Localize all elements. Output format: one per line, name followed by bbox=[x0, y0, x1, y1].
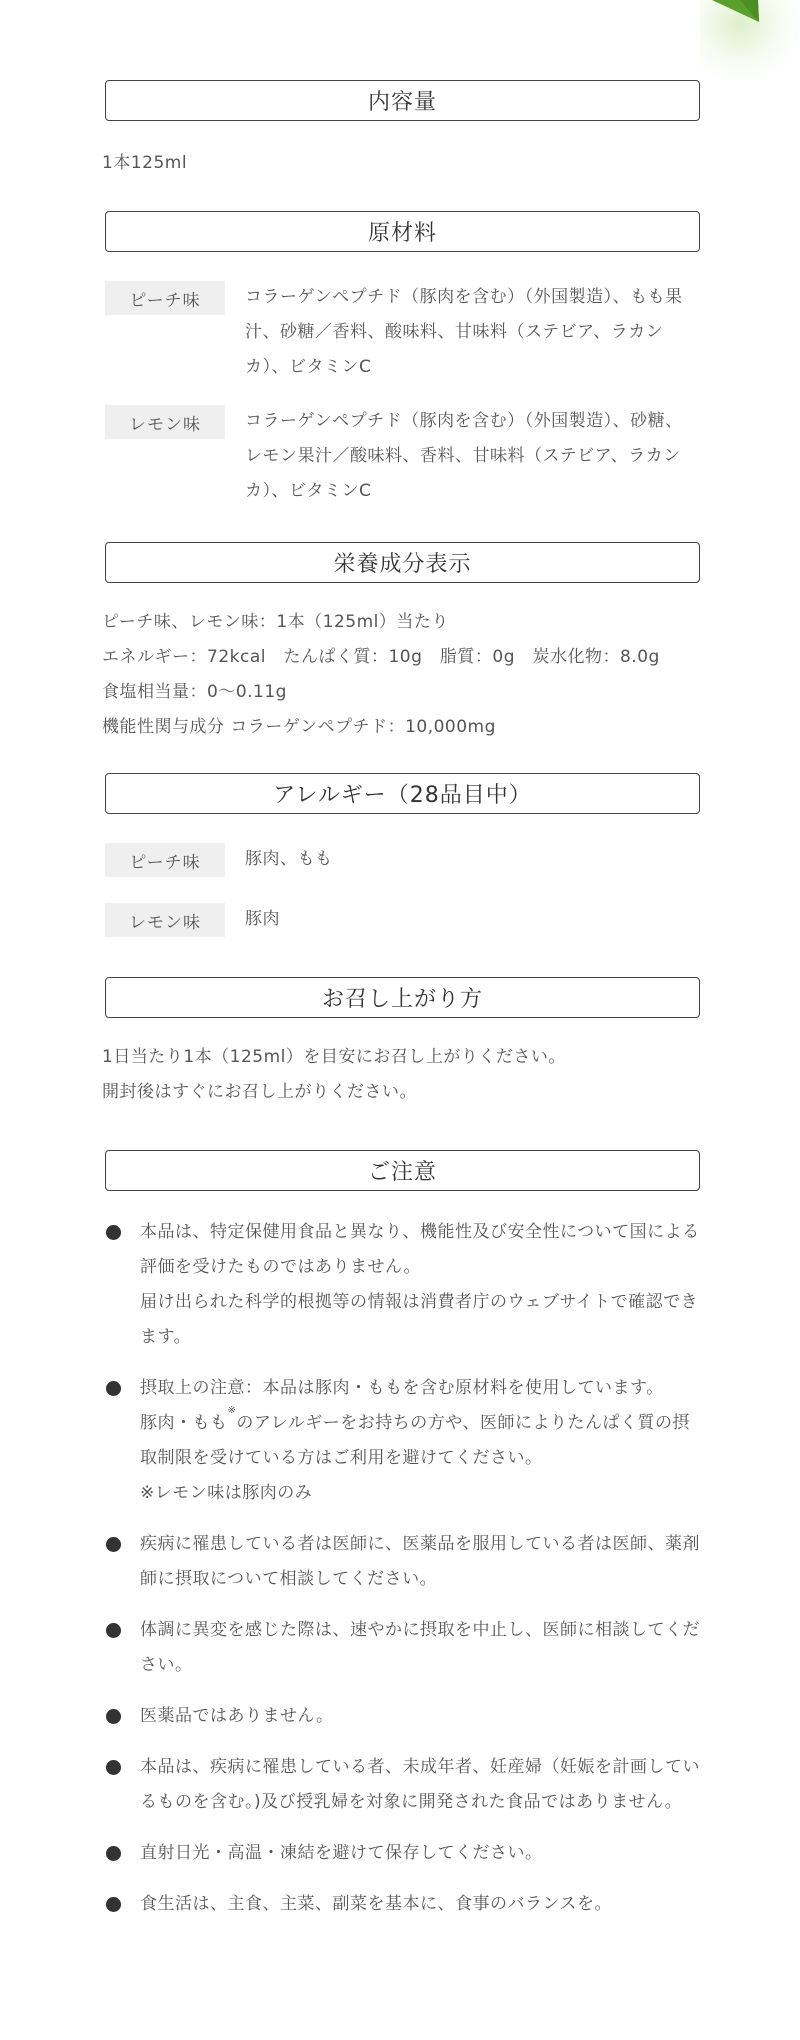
caution-text bbox=[140, 1406, 700, 1476]
caution-item bbox=[105, 1215, 700, 1355]
decorative-leaf bbox=[680, 0, 800, 90]
section-header-howto bbox=[105, 977, 700, 1018]
section-title: アレルギー（28品目中） bbox=[273, 783, 532, 808]
howto-line: 1日当たり1本（125ml）を目安にお召し上がりください。 bbox=[102, 1047, 566, 1067]
section-title: 原材料 bbox=[367, 221, 437, 246]
allergy-row-peach bbox=[105, 843, 700, 877]
bullet-icon bbox=[106, 1846, 121, 1861]
caution-text-part: 豚肉・もも bbox=[140, 1413, 228, 1433]
caution-text-part: のアレルギーをお持ちの方や、医師によりたんぱく質の摂取制限を受けている方はご利用を避けてください。 bbox=[140, 1413, 690, 1468]
flavor-tag-lemon: レモン味 bbox=[105, 405, 225, 439]
bullet-icon bbox=[106, 1897, 121, 1912]
bullet-icon bbox=[106, 1225, 121, 1240]
caution-item bbox=[105, 1750, 700, 1820]
nutrition-serving: ピーチ味、レモン味：1本（125ml）当たり bbox=[102, 612, 449, 632]
caution-text: 体調に異変を感じた際は、速やかに摂取を中止し、医師に相談してください。 bbox=[140, 1620, 700, 1675]
nutrition-functional: 機能性関与成分 コラーゲンペプチド：10,000mg bbox=[102, 717, 496, 737]
flavor-tag-peach: ピーチ味 bbox=[105, 281, 225, 315]
section-header-content bbox=[105, 80, 700, 121]
section-header-nutrition bbox=[105, 542, 700, 583]
caution-text: 医薬品ではありません。 bbox=[140, 1706, 334, 1726]
caution-text: 直射日光・高温・凍結を避けて保存してください。 bbox=[140, 1843, 543, 1863]
section-title: 内容量 bbox=[367, 90, 437, 115]
caution-item bbox=[105, 1887, 700, 1922]
ingredients-text-lemon: コラーゲンペプチド（豚肉を含む）（外国製造）、砂糖、レモン果汁／酸味料、香料、甘味料（ステビア、ラカンカ）、ビタミンC bbox=[245, 411, 683, 501]
section-title: お召し上がり方 bbox=[321, 987, 483, 1012]
caution-item bbox=[105, 1371, 700, 1511]
allergy-row-lemon bbox=[105, 903, 700, 937]
section-title: ご注意 bbox=[367, 1160, 437, 1185]
content-volume: 1本125ml bbox=[102, 153, 188, 173]
caution-footnote: ※レモン味は豚肉のみ bbox=[140, 1483, 313, 1503]
caution-item bbox=[105, 1836, 700, 1871]
section-header-caution bbox=[105, 1150, 700, 1191]
section-header-ingredients bbox=[105, 211, 700, 252]
section-howto bbox=[102, 977, 700, 1110]
ingredients-text-peach: コラーゲンペプチド（豚肉を含む）（外国製造）、もも果汁、砂糖／香料、酸味料、甘味料（ステビア、ラカンカ）、ビタミンC bbox=[245, 287, 683, 377]
caution-text: 食生活は、主食、主菜、副菜を基本に、食事のバランスを。 bbox=[140, 1894, 612, 1914]
caution-text: 本品は、疾病に罹患している者、未成年者、妊産婦（妊娠を計画しているものを含む。)及び授乳婦を対象に開発された食品ではありません。 bbox=[140, 1757, 700, 1812]
howto-line: 開封後はすぐにお召し上がりください。 bbox=[102, 1082, 417, 1102]
ingredients-row-peach bbox=[105, 281, 700, 385]
nutrition-salt: 食塩相当量：0～0.11g bbox=[102, 682, 287, 702]
caution-text: 届け出られた科学的根拠等の情報は消費者庁のウェブサイトで確認できます。 bbox=[140, 1292, 699, 1347]
caution-text: 疾病に罹患している者は医師に、医薬品を服用している者は医師、薬剤師に摂取について相談してください。 bbox=[140, 1534, 700, 1589]
section-ingredients bbox=[105, 211, 700, 509]
section-allergy bbox=[105, 773, 700, 937]
bullet-icon bbox=[106, 1381, 121, 1396]
bullet-icon bbox=[106, 1537, 121, 1552]
flavor-tag-lemon: レモン味 bbox=[105, 903, 225, 937]
howto-lines bbox=[102, 1040, 700, 1110]
nutrition-values: エネルギー：72kcal たんぱく質：10g 脂質：0g 炭水化物：8.0g bbox=[102, 647, 660, 667]
leaf-icon bbox=[680, 0, 800, 40]
section-header-allergy bbox=[105, 773, 700, 814]
footnote-mark: ※ bbox=[227, 1405, 237, 1416]
bullet-icon bbox=[106, 1709, 121, 1724]
bullet-icon bbox=[106, 1760, 121, 1775]
section-nutrition bbox=[102, 542, 700, 745]
caution-item bbox=[105, 1613, 700, 1683]
allergy-text-lemon: 豚肉 bbox=[245, 909, 280, 929]
caution-item bbox=[105, 1699, 700, 1734]
nutrition-lines bbox=[102, 605, 700, 745]
section-content bbox=[102, 80, 700, 181]
section-title: 栄養成分表示 bbox=[333, 552, 472, 577]
bullet-icon bbox=[106, 1623, 121, 1638]
ingredients-row-lemon bbox=[105, 405, 700, 509]
caution-list bbox=[105, 1215, 700, 1922]
flavor-tag-peach: ピーチ味 bbox=[105, 843, 225, 877]
section-caution bbox=[105, 1150, 700, 1922]
caution-item bbox=[105, 1527, 700, 1597]
allergy-text-peach: 豚肉、もも bbox=[245, 849, 333, 869]
caution-text: 本品は、特定保健用食品と異なり、機能性及び安全性について国による評価を受けたものではありません。 bbox=[140, 1222, 700, 1277]
product-info bbox=[102, 80, 700, 1938]
caution-text: 摂取上の注意：本品は豚肉・ももを含む原材料を使用しています。 bbox=[140, 1378, 664, 1398]
